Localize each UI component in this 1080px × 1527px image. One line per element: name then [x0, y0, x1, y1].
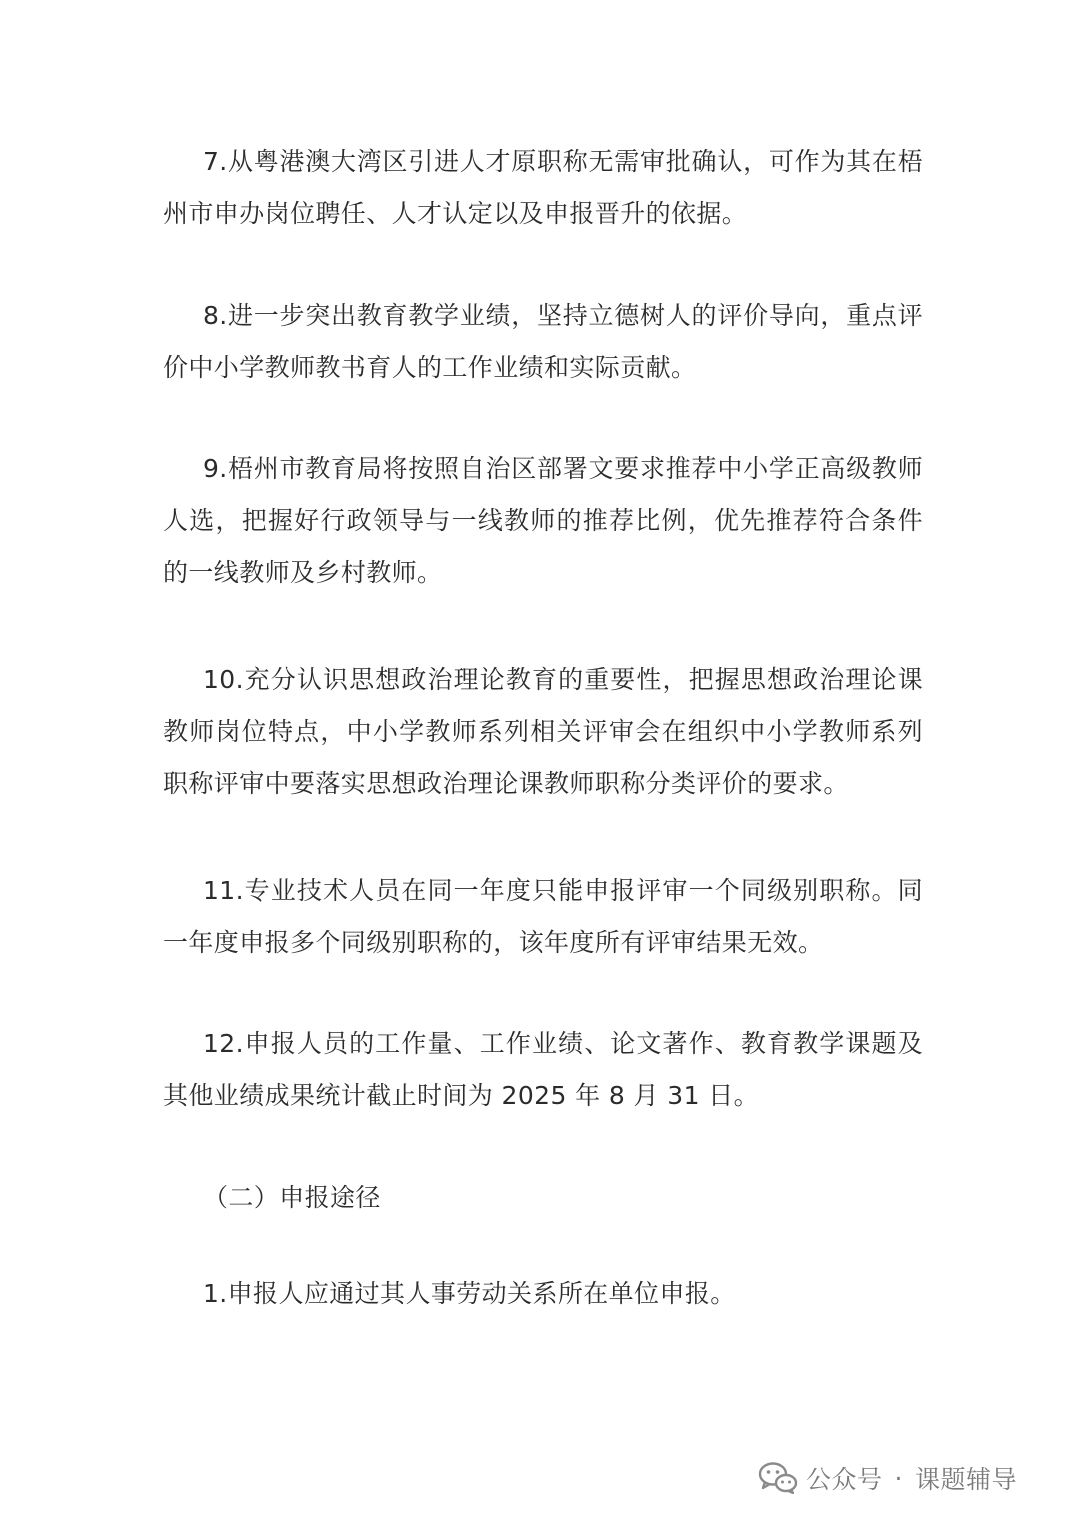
watermark-separator: · — [894, 1463, 903, 1493]
watermark-account: 课题辅导 — [914, 1465, 1017, 1494]
paragraph-7: 7.从粤港澳大湾区引进人才原职称无需审批确认，可作为其在梧州市申办岗位聘任、人才认定以及申报晋升的依据。 — [163, 147, 923, 228]
wechat-icon — [758, 1461, 798, 1495]
paragraph-1: 1.申报人应通过其人事劳动关系所在单位申报。 — [203, 1279, 736, 1308]
paragraph-10: 10.充分认识思想政治理论教育的重要性，把握思想政治理论课教师岗位特点，中小学教师系列相关评审会在组织中小学教师系列职称评审中要落实思想政治理论课教师职称分类评价的要求。 — [163, 665, 923, 798]
paragraph-12: 12.申报人员的工作量、工作业绩、论文著作、教育教学课题及其他业绩成果统计截止时间为 2025 年 8 月 31 日。 — [163, 1029, 923, 1110]
paragraph-11: 11.专业技术人员在同一年度只能申报评审一个同级别职称。同一年度申报多个同级别职称的，该年度所有评审结果无效。 — [163, 876, 923, 957]
paragraph-9: 9.梧州市教育局将按照自治区部署文要求推荐中小学正高级教师人选，把握好行政领导与一线教师的推荐比例，优先推荐符合条件的一线教师及乡村教师。 — [163, 454, 923, 587]
section-heading: （二）申报途径 — [203, 1183, 381, 1212]
watermark-label: 公众号 — [806, 1465, 883, 1494]
watermark — [758, 1458, 1017, 1498]
paragraph-8: 8.进一步突出教育教学业绩，坚持立德树人的评价导向，重点评价中小学教师教书育人的工作业绩和实际贡献。 — [163, 301, 923, 382]
